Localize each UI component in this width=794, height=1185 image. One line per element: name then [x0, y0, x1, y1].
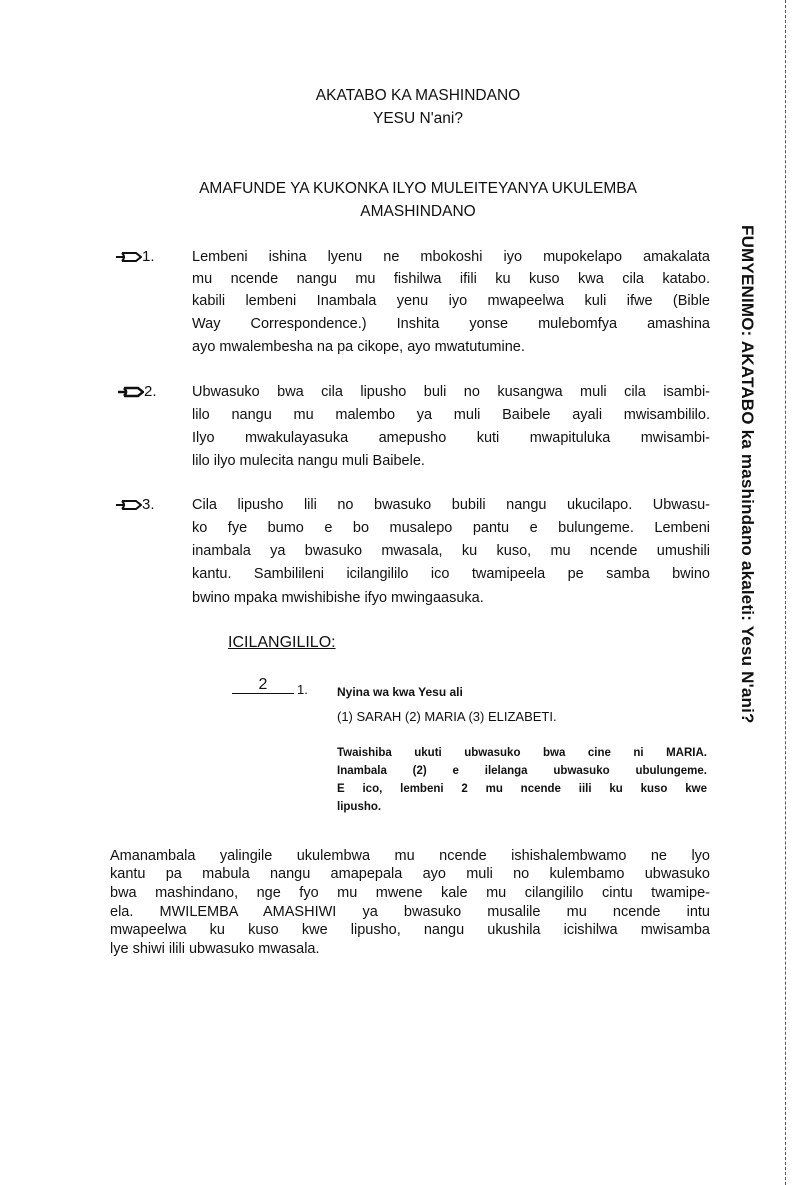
example-heading: ICILANGILILO: — [228, 634, 336, 651]
section-heading-line-2: AMASHINDANO — [360, 203, 476, 220]
cut-line — [785, 0, 786, 1185]
instruction-marker-3 — [116, 496, 155, 513]
instruction-1-line: Way Correspondence.) Inshita yonse mulebomfya amashina — [192, 316, 710, 332]
instruction-3-line: Cila lipusho lili no bwasuko bubili nangu ukucilapo. Ubwasu- — [192, 497, 710, 513]
instruction-2-line: lilo ilyo mulecita nangu muli Baibele. — [192, 453, 425, 469]
example-explanation-line: E ico, lembeni 2 mu ncende iili ku kuso kwe — [337, 783, 707, 795]
instruction-1-line: kabili lembeni Inambala yenu iyo mwapeelwa kuli ifwe (Bible — [192, 293, 710, 309]
example-question: Nyina wa kwa Yesu ali — [337, 685, 463, 699]
instruction-3-line: inambala ya bwasuko mwasala, ku kuso, mu ncende umushili — [192, 543, 710, 559]
section-heading-line-1: AMAFUNDE YA KUKONKA ILYO MULEITEYANYA UKULEMBA — [199, 180, 637, 197]
instruction-3-line: bwino mpaka mwishibishe ifyo mwingaasuka. — [192, 590, 484, 606]
instruction-1-line: Lembeni ishina lyenu ne mbokoshi iyo mupokelapo amakalata — [192, 249, 710, 265]
instruction-number: 1. — [142, 248, 155, 265]
closing-line: Amanambala yalingile ukulembwa mu ncende ishishalembwamo ne lyo — [110, 848, 710, 864]
document-subtitle: YESU N'ani? — [373, 110, 463, 127]
closing-line: ela. MWILEMBA AMASHIWI ya bwasuko musalile mu ncende intu — [110, 904, 710, 920]
example-answer-blank: 2 — [232, 677, 294, 694]
instruction-2-line: lilo nangu mu malembo ya muli Baibele ayali mwisambililo. — [192, 407, 710, 423]
closing-line: lye shiwi ilili ubwasuko mwasala. — [110, 941, 320, 957]
pointing-arrow-icon — [116, 499, 142, 511]
example-question-number: 1. — [297, 682, 308, 697]
example-explanation-line: lipusho. — [337, 801, 382, 813]
pointing-arrow-icon — [116, 251, 142, 263]
instruction-2-line: Ilyo mwakulayasuka amepusho kuti mwapituluka mwisambi- — [192, 430, 710, 446]
instruction-1-line: ayo mwalembesha na pa cikope, ayo mwatutumine. — [192, 339, 525, 355]
instruction-marker-2 — [118, 383, 157, 400]
instruction-3-line: ko fye bumo e bo musalepo pantu e bulungeme. Lembeni — [192, 520, 710, 536]
closing-line: mwapeelwa ku kuso kwe lipusho, nangu ukushila icishilwa mwisamba — [110, 922, 710, 938]
document-title: AKATABO KA MASHINDANO — [315, 87, 521, 104]
side-cut-label: FUMYENIMO: AKATABO ka mashindano akaleti: Yesu N'ani? — [738, 225, 757, 724]
instruction-marker-1 — [116, 248, 155, 265]
example-explanation-line: Inambala (2) e ilelanga ubwasuko ubulungeme. — [337, 765, 707, 777]
instruction-1-line: mu ncende nangu mu fishilwa ifili ku kuso kwa cila katabo. — [192, 271, 710, 287]
instruction-2-line: Ubwasuko bwa cila lipusho buli no kusangwa muli cila isambi- — [192, 384, 710, 400]
instruction-3-line: kantu. Sambilileni icilangililo ico twamipeela pe samba bwino — [192, 566, 710, 582]
closing-line: kantu pa mabula nangu amapepala ayo muli no kulembamo ubwasuko — [110, 866, 710, 882]
example-explanation-line: Twaishiba ukuti ubwasuko bwa cine ni MARIA. — [337, 747, 707, 759]
instruction-number: 2. — [144, 383, 157, 400]
closing-line: bwa mashindano, nge fyo mu mwene kale mu cilangililo cintu twamipe- — [110, 885, 710, 901]
instruction-number: 3. — [142, 496, 155, 513]
pointing-arrow-icon — [118, 386, 144, 398]
example-options: (1) SARAH (2) MARIA (3) ELIZABETI. — [337, 709, 557, 724]
